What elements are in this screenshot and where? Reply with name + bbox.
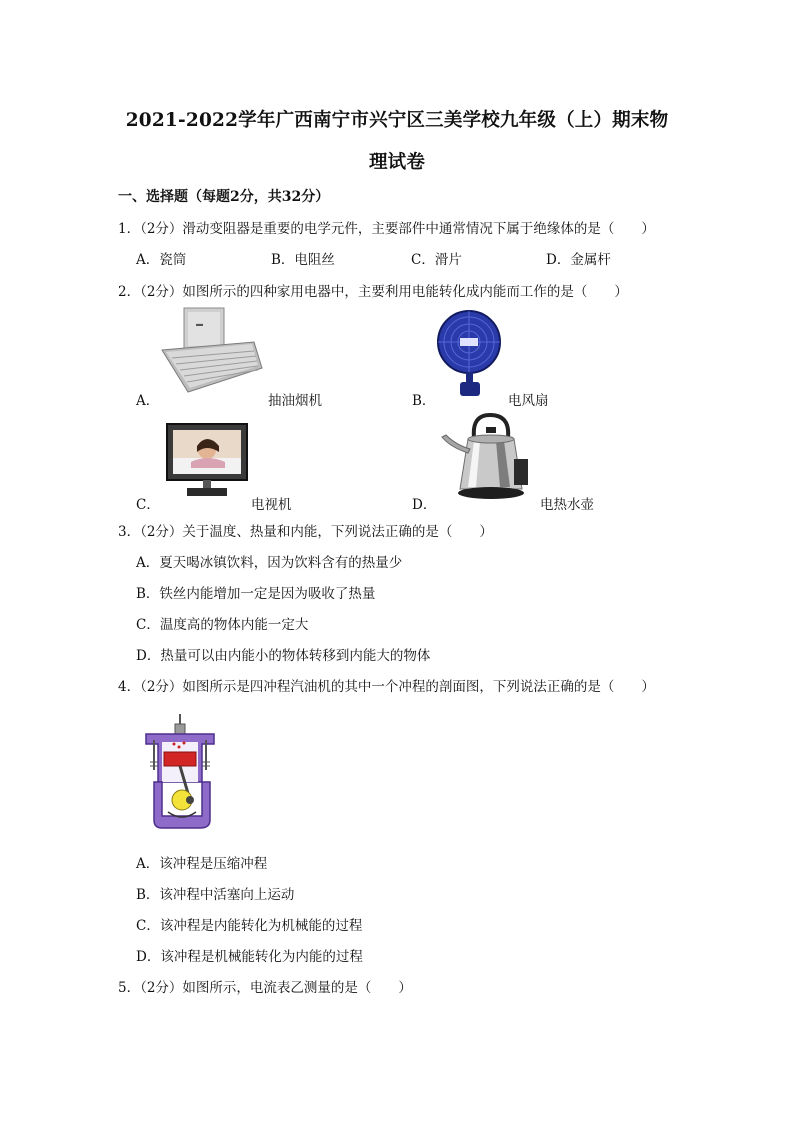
q4-option-b[interactable]: B．该冲程中活塞向上运动 [136,887,295,903]
range-hood-icon [158,306,264,394]
question-2-stem: 2．（2分）如图所示的四种家用电器中，主要利用电能转化成内能而工作的是（ ） [118,284,628,300]
q3-option-b[interactable]: B．铁丝内能增加一定是因为吸收了热量 [136,586,376,602]
question-4-stem: 4．（2分）如图所示是四冲程汽油机的其中一个冲程的剖面图，下列说法正确的是（ ） [118,679,655,695]
q4-option-a[interactable]: A．该冲程是压缩冲程 [136,856,268,872]
question-1-stem: 1．（2分）滑动变阻器是重要的电学元件，主要部件中通常情况下属于绝缘体的是（ ） [118,221,655,237]
q4-option-c[interactable]: C．该冲程是内能转化为机械能的过程 [136,918,363,934]
q2-option-d-name: 电热水壶 [540,497,594,513]
q2-option-b-letter[interactable]: B． [412,393,436,409]
q1-option-d[interactable]: D．金属杆 [546,252,611,268]
television-icon [165,422,249,502]
q2-option-d-letter[interactable]: D． [412,497,437,513]
section-heading: 一、选择题（每题2分，共32分） [118,189,330,205]
q2-option-a-name: 抽油烟机 [268,393,322,409]
q2-option-b-name: 电风扇 [508,393,549,409]
q3-option-a[interactable]: A．夏天喝冰镇饮料，因为饮料含有的热量少 [136,555,403,571]
q2-option-c-letter[interactable]: C． [136,497,160,513]
q1-option-a[interactable]: A．瓷筒 [136,252,187,268]
question-5-stem: 5．（2分）如图所示，电流表乙测量的是（ ） [118,980,412,996]
svg-text:▬: ▬ [196,321,203,328]
q2-option-a-letter[interactable]: A． [136,393,160,409]
electric-fan-icon [436,308,504,400]
q2-option-c-name: 电视机 [251,497,292,513]
question-3-stem: 3．（2分）关于温度、热量和内能，下列说法正确的是（ ） [118,524,493,540]
engine-cross-section-icon [140,712,226,832]
q3-option-d[interactable]: D．热量可以由内能小的物体转移到内能大的物体 [136,648,431,664]
q4-option-d[interactable]: D．该冲程是机械能转化为内能的过程 [136,949,363,965]
page-title-line-2: 理试卷 [368,152,426,173]
q1-option-b[interactable]: B．电阻丝 [271,252,335,268]
page-title-line-1: 2021-2022学年广西南宁市兴宁区三美学校九年级（上）期末物 [125,110,669,131]
q1-option-c[interactable]: C．滑片 [411,252,462,268]
q3-option-c[interactable]: C．温度高的物体内能一定大 [136,617,309,633]
electric-kettle-icon [440,413,538,505]
